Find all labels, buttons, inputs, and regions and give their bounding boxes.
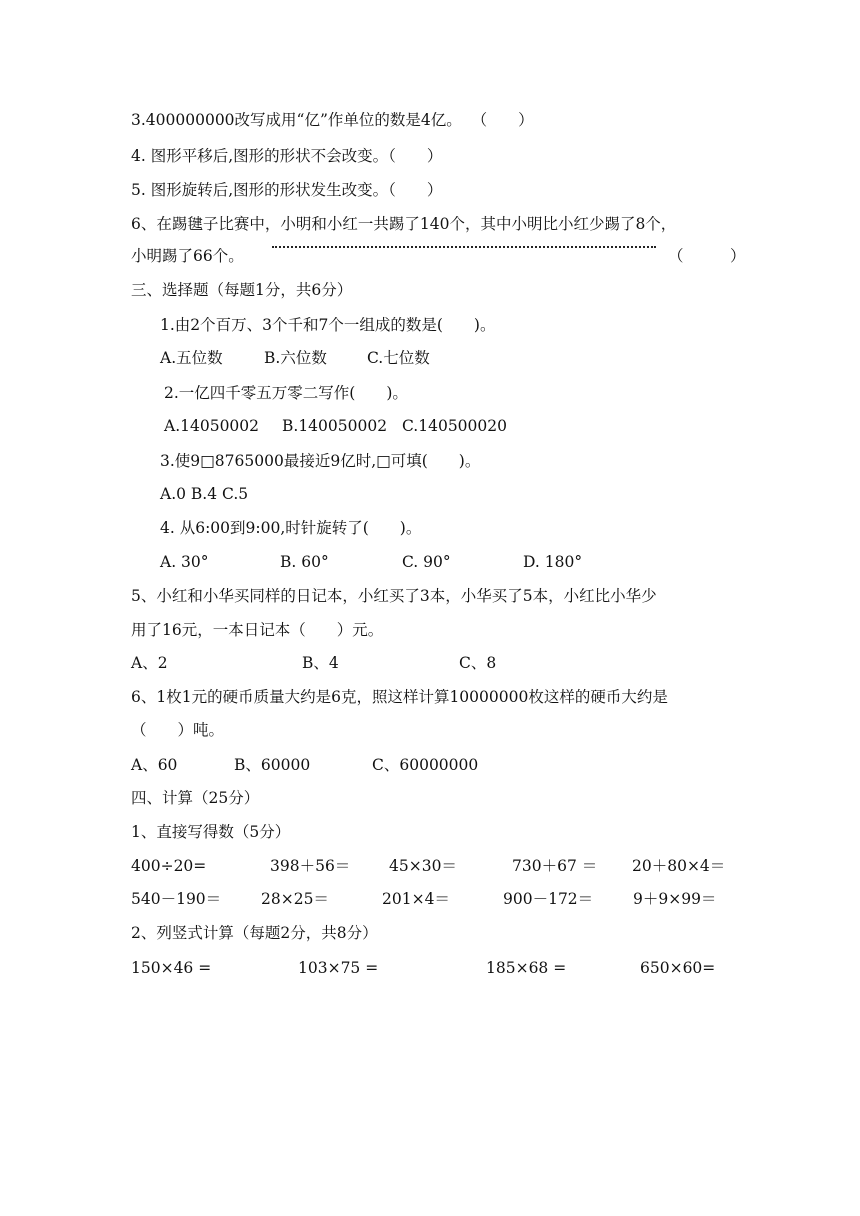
option: C.七位数 (367, 349, 430, 367)
calc-row-3 (0, 958, 860, 978)
choice-q2-options (0, 416, 860, 436)
option: B、60000 (234, 756, 311, 774)
choice-q5-line1: 5、小红和小华买同样的日记本，小红买了3本，小华买了5本，小红比小华少 (131, 587, 657, 605)
option: C、60000000 (372, 756, 479, 774)
choice-q4: 4. 从6:00到9:00,时针旋转了( )。 (160, 519, 422, 537)
calc-expression: 650×60= (640, 959, 716, 977)
choice-q6-line2: （ ）吨。 (131, 721, 225, 739)
judgment-q5: 5. 图形旋转后,图形的形状发生改变。（ ） (131, 181, 443, 199)
option: C. 90° (402, 553, 451, 571)
judgment-q6-line1: 6、在踢毽子比赛中，小明和小红一共踢了140个，其中小明比小红少踢了8个， (131, 215, 677, 233)
calc-expression: 398＋56＝ (270, 857, 351, 875)
option: B.140050002 (282, 417, 388, 435)
calc-row-2 (0, 889, 860, 909)
choice-q5-line2: 用了16元，一本日记本（ ）元。 (131, 621, 384, 639)
calc-expression: 28×25＝ (261, 890, 329, 908)
calc-expression: 20＋80×4＝ (632, 857, 726, 875)
choice-q1-options (0, 348, 860, 368)
option: A、2 (131, 654, 168, 672)
option: B. 60° (280, 553, 329, 571)
dotted-leader (272, 246, 656, 248)
calc-expression: 45×30＝ (389, 857, 457, 875)
calc-row-1 (0, 856, 860, 876)
calc-expression: 9＋9×99＝ (633, 890, 717, 908)
option: A.五位数 (160, 349, 223, 367)
choice-section-title: 三、选择题（每题1分，共6分） (131, 281, 353, 299)
calc-expression: 730＋67 ＝ (512, 857, 598, 875)
calc-expression: 900－172＝ (503, 890, 594, 908)
calc-part1-title: 1、直接写得数（5分） (131, 823, 291, 841)
option: A、60 (131, 756, 178, 774)
option: A. 30° (160, 553, 209, 571)
judgment-q4: 4. 图形平移后,图形的形状不会改变。（ ） (131, 147, 443, 165)
option: D. 180° (523, 553, 583, 571)
choice-q6-options (0, 755, 860, 775)
choice-q4-options (0, 552, 860, 572)
option: B.六位数 (264, 349, 327, 367)
calc-expression: 185×68 = (486, 959, 567, 977)
choice-q1: 1.由2个百万、3个千和7个一组成的数是( )。 (160, 316, 496, 334)
judgment-q3: 3.400000000改写成用“亿”作单位的数是4亿。 （ ） (131, 111, 534, 129)
option: C、8 (459, 654, 497, 672)
option: A.14050002 (164, 417, 260, 435)
calc-expression: 150×46 = (131, 959, 212, 977)
choice-q3: 3.使9□8765000最接近9亿时,□可填( )。 (160, 452, 481, 470)
choice-q6-line1: 6、1枚1元的硬币质量大约是6克，照这样计算10000000枚这样的硬币大约是 (131, 688, 668, 706)
calc-expression: 103×75 = (298, 959, 379, 977)
choice-q2: 2.一亿四千零五万零二写作( )。 (164, 384, 408, 402)
choice-q5-options (0, 653, 860, 673)
judgment-q6-answer-paren: （ ） (668, 247, 746, 265)
option: B、4 (302, 654, 339, 672)
choice-q3-options: A.0 B.4 C.5 (160, 485, 249, 503)
calc-section-title: 四、计算（25分） (131, 789, 260, 807)
calc-expression: 201×4＝ (382, 890, 450, 908)
calc-part2-title: 2、列竖式计算（每题2分，共8分） (131, 924, 378, 942)
calc-expression: 540－190＝ (131, 890, 222, 908)
judgment-q6-line2: 小明踢了66个。 (131, 247, 244, 265)
calc-expression: 400÷20= (131, 857, 207, 875)
option: C.140500020 (402, 417, 507, 435)
